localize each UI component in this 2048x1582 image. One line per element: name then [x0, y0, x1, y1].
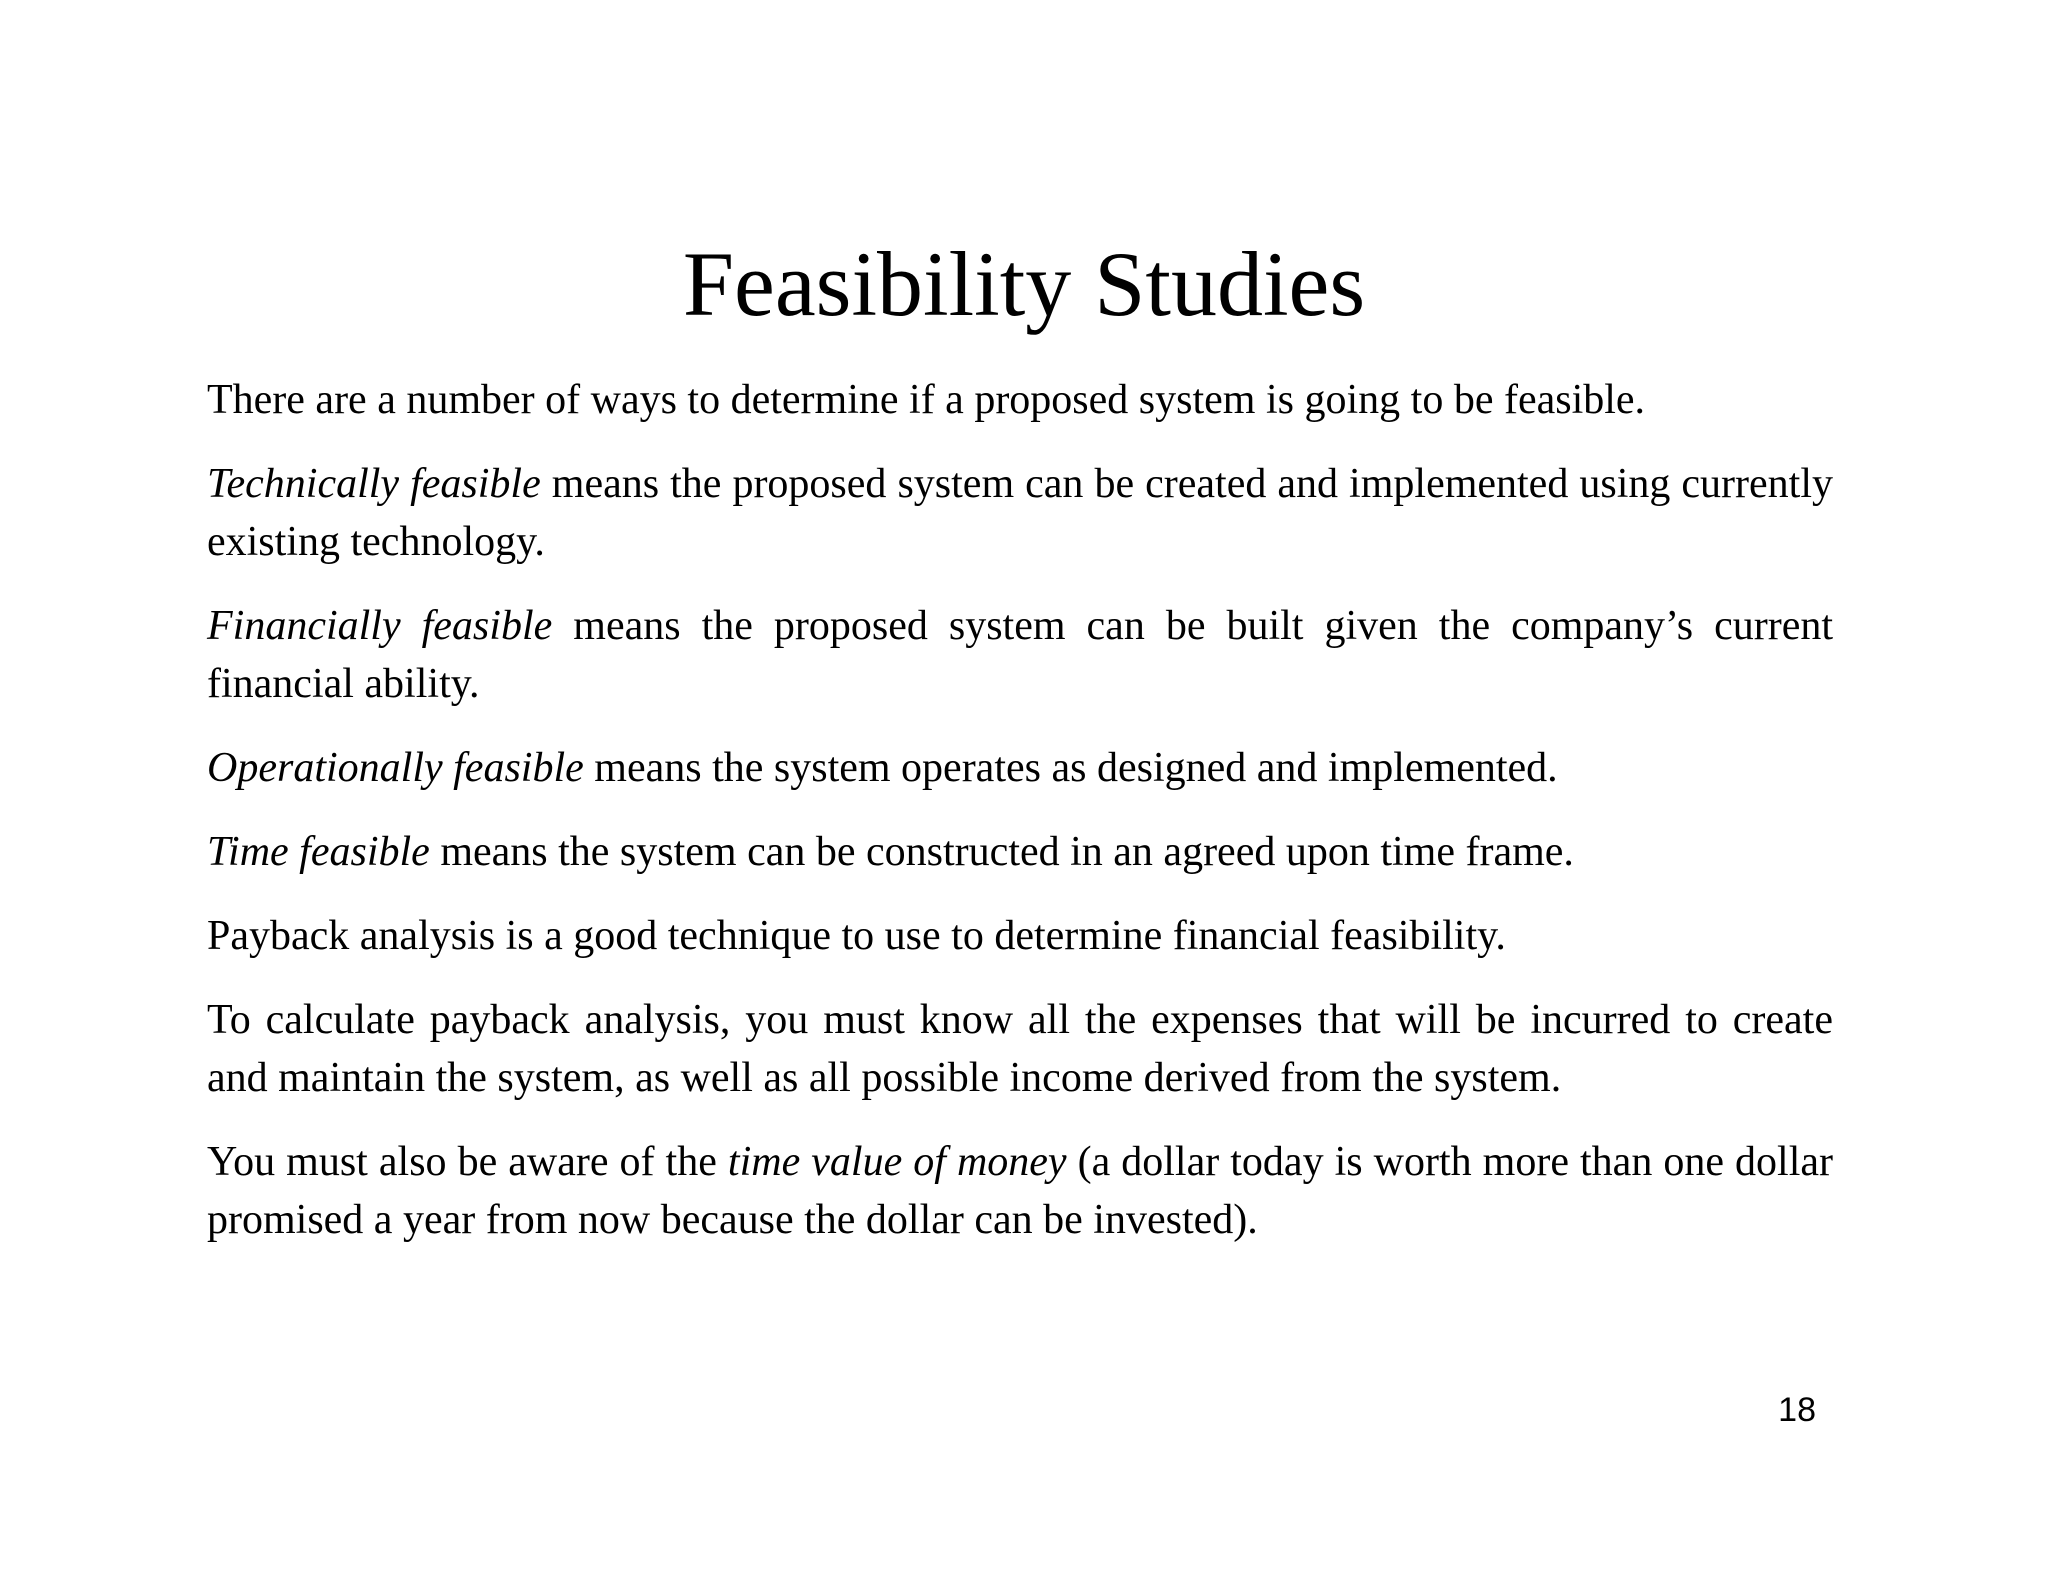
paragraph-technical-feasibility: [207, 455, 1833, 571]
paragraph-payback: Payback analysis is a good technique to use to determine financial feasibility.: [207, 913, 1506, 959]
page-number: 18: [1778, 1391, 1816, 1429]
term-operationally-feasible: Operationally feasible: [207, 745, 584, 791]
definition-financially-feasible: means the proposed system can be built given the company’s current financial ability.: [207, 603, 1834, 707]
definition-technically-feasible: means the proposed system can be created and implemented using currently existing technology.: [207, 461, 1833, 565]
definition-time-feasible: means the system can be constructed in an agreed upon time frame.: [429, 829, 1574, 875]
paragraph-intro: There are a number of ways to determine if a proposed system is going to be feasible.: [207, 377, 1646, 423]
paragraph-calculate-payback: To calculate payback analysis, you must know all the expenses that will be incurred to create and maintain the system, as well as all possible income derived from the system.: [207, 997, 1833, 1101]
paragraph-operational-feasibility: [207, 739, 1833, 797]
slide-body: [207, 371, 1833, 1249]
time-value-explanation: (a dollar today is worth more than one dollar promised a year from now because the dollar can be invested).: [207, 1139, 1833, 1243]
paragraph-financial-feasibility: [207, 597, 1833, 713]
paragraph-time-feasibility: [207, 823, 1833, 881]
paragraph-time-value-of-money: [207, 1133, 1833, 1249]
term-financially-feasible: Financially feasible: [207, 603, 553, 649]
term-time-value-of-money: time value of money: [727, 1139, 1067, 1185]
definition-operationally-feasible: means the system operates as designed and implemented.: [583, 745, 1558, 791]
slide-title: Feasibility Studies: [682, 233, 1366, 335]
time-value-intro: You must also be aware of the: [207, 1139, 728, 1185]
term-time-feasible: Time feasible: [207, 829, 430, 875]
term-technically-feasible: Technically feasible: [207, 461, 541, 507]
